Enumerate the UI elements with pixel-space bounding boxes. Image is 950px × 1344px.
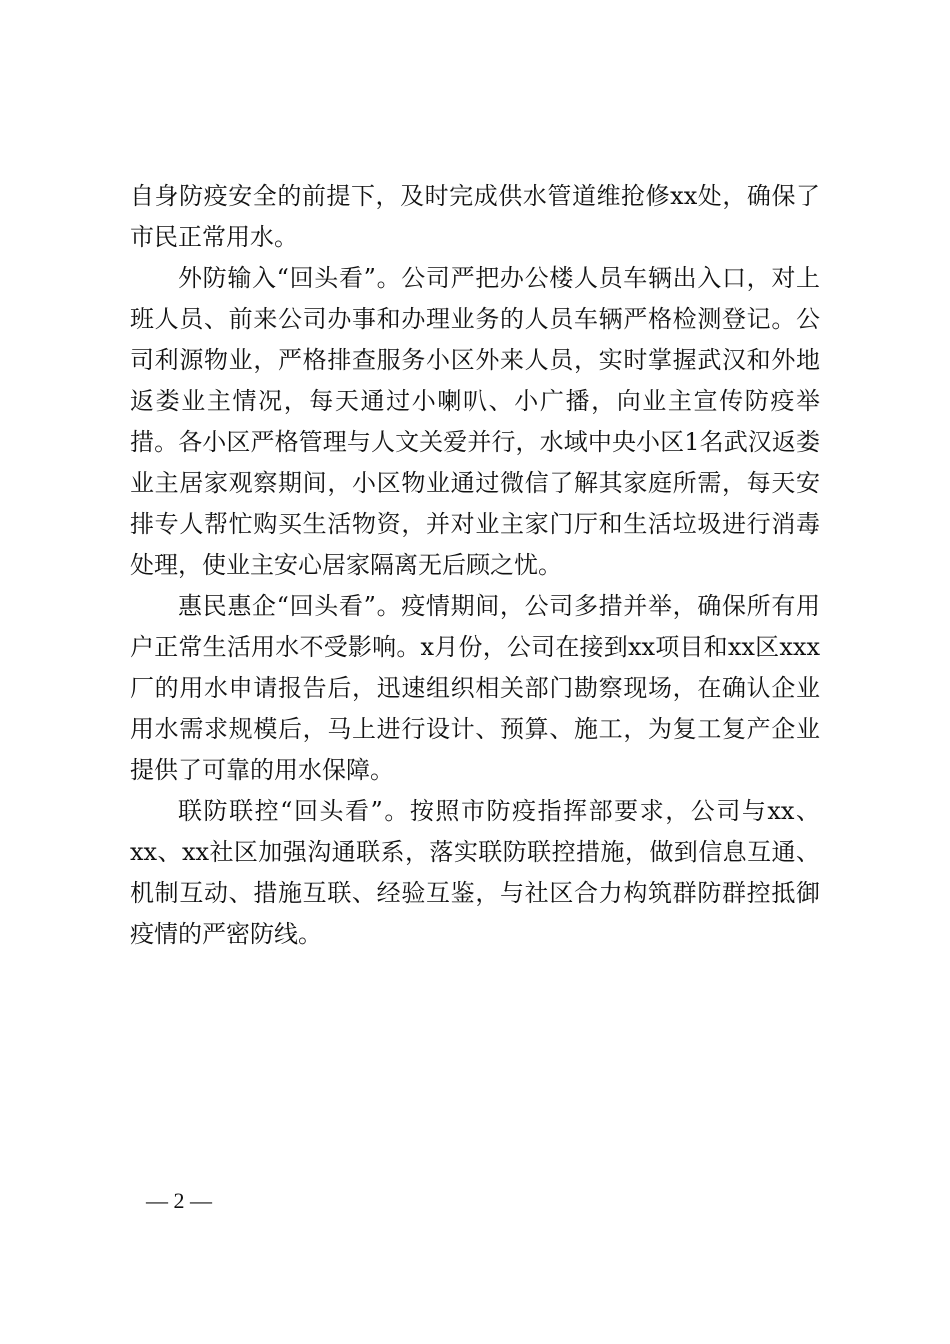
- page-number: — 2 —: [146, 1188, 212, 1213]
- document-body: [130, 176, 820, 955]
- paragraph-external-input: 外防输入“回头看”。公司严把办公楼人员车辆出入口，对上班人员、前来公司办事和办理业务的人员车辆严格检测登记。公司利源物业，严格排查服务小区外来人员，实时掌握武汉和外地返娄业主情况，每天通过小喇叭、小广播，向业主宣传防疫举措。各小区严格管理与人文关爱并行，水域中央小区1名武汉返娄业主居家观察期间，小区物业通过微信了解其家庭所需，每天安排专人帮忙购买生活物资，并对业主家门厅和生活垃圾进行消毒处理，使业主安心居家隔离无后顾之忧。: [130, 264, 820, 579]
- paragraph-joint-prevention: 联防联控“回头看”。按照市防疫指挥部要求，公司与xx、xx、xx社区加强沟通联系，落实联防联控措施，做到信息互通、机制互动、措施互联、经验互鉴，与社区合力构筑群防群控抵御疫情的严密防线。: [130, 797, 820, 948]
- paragraph-continuation: 自身防疫安全的前提下，及时完成供水管道维抢修xx处，确保了市民正常用水。: [130, 182, 820, 251]
- paragraph-benefit-people-enterprises: 惠民惠企“回头看”。疫情期间，公司多措并举，确保所有用户正常生活用水不受影响。x月份，公司在接到xx项目和xx区xxx厂的用水申请报告后，迅速组织相关部门勘察现场，在确认企业用水需求规模后，马上进行设计、预算、施工，为复工复产企业提供了可靠的用水保障。: [130, 592, 820, 784]
